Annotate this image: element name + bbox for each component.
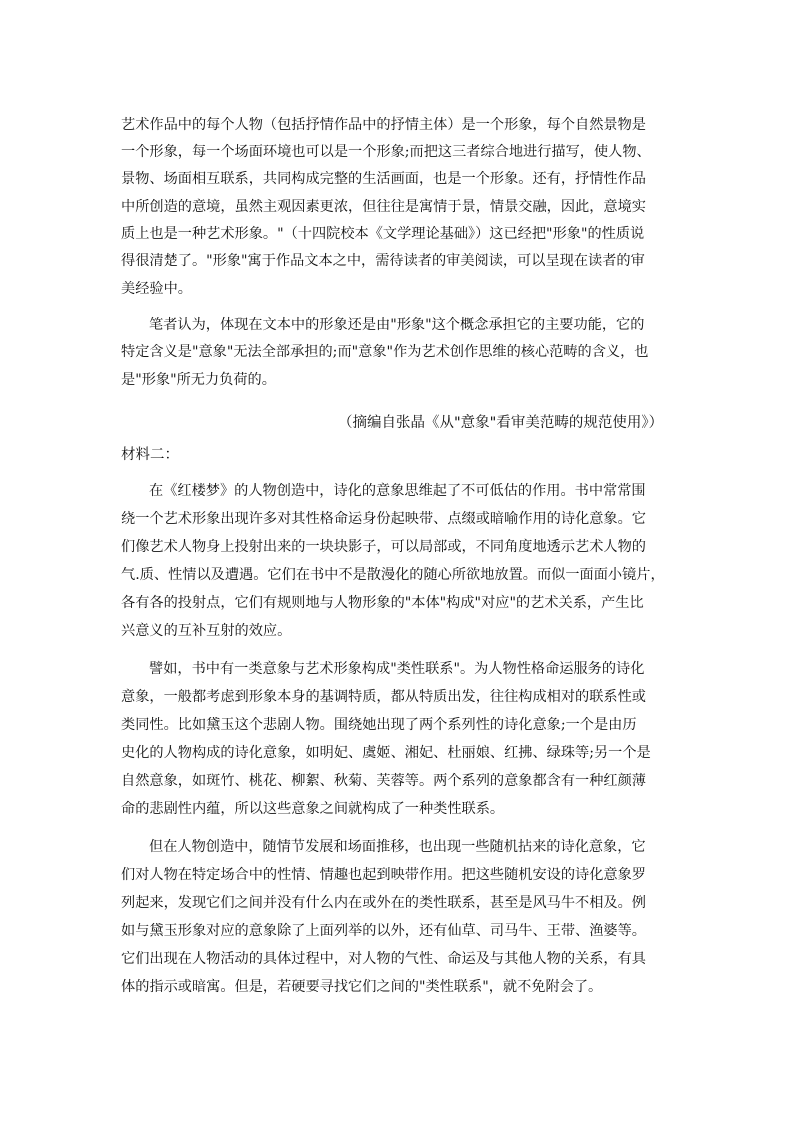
paragraph-line: 类同性。比如黛玉这个悲剧人物。围绕她出现了两个系列性的诗化意象;一个是由历 [121, 717, 637, 733]
paragraph-line: 气.质、性情以及遭遇。它们在书中不是散漫化的随心所欲地放置。而似一面面小镜片， [121, 567, 665, 583]
paragraph-line: 们对人物在特定场合中的性情、情趣也起到映带作用。把这些随机安设的诗化意象罗 [121, 867, 646, 883]
paragraph-line: 如与黛玉形象对应的意象除了上面列举的以外，还有仙草、司马牛、王带、渔婆等。 [121, 923, 646, 939]
paragraph-line: 景物、场面相互联系，共同构成完整的生活画面，也是一个形象。还有，抒情性作品 [121, 171, 646, 187]
paragraph-line: 艺术作品中的每个人物（包括抒情作品中的抒情主体）是一个形象，每个自然景物是 [121, 117, 646, 133]
paragraph-line: 列起来，发现它们之间并没有什么内在或外在的类性联系，甚至是风马牛不相及。例 [121, 895, 646, 911]
paragraph-line: 譬如，书中有一类意象与艺术形象构成"类性联系"。为人物性格命运服务的诗化 [149, 661, 645, 677]
paragraph-line: 美经验中。 [121, 281, 192, 297]
paragraph-line: 史化的人物构成的诗化意象，如明妃、虞姬、湘妃、杜丽娘、红拂、绿珠等;另一个是 [121, 745, 651, 761]
paragraph-line: 兴意义的互补互射的效应。 [121, 623, 292, 639]
paragraph-line: 命的悲剧性内蕴，所以这些意象之间就构成了一种类性联系。 [121, 801, 505, 817]
paragraph-line: 它们出现在人物活动的具体过程中，对人物的气性、命运及与其他人物的关系，有具 [121, 951, 646, 967]
paragraph-line: 质上也是一种艺术形象。"（十四院校本《文学理论基础》）这已经把"形象"的性质说 [121, 226, 645, 242]
paragraph-line: 体的指示或暗寓。但是，若硬要寻找它们之间的"类性联系"，就不免附会了。 [121, 979, 603, 995]
source-citation: （摘编自张晶《从"意象"看审美范畴的规范使用》） [338, 415, 664, 431]
paragraph-line: 一个形象，每一个场面环境也可以是一个形象;而把这三者综合地进行描写，使人物、 [121, 144, 651, 160]
paragraph-line: 中所创造的意境，虽然主观因素更浓，但往往是寓情于景，情景交融，因此，意境实 [121, 199, 646, 215]
paragraph-line: 绕一个艺术形象出现许多对其性格命运身份起映带、点缀或暗喻作用的诗化意象。它 [121, 511, 646, 527]
paragraph-line: 各有各的投射点，它们有规则地与人物形象的"本体"构成"对应"的艺术关系，产生比 [121, 595, 644, 611]
material-two-heading: 材料二： [121, 447, 179, 463]
paragraph-line: 在《红楼梦》的人物创造中，诗化的意象思维起了不可低估的作用。书中常常围 [149, 483, 646, 499]
paragraph-line: 意象，一般都考虑到形象本身的基调特质，都从特质出发，往往构成相对的联系性或 [121, 689, 646, 705]
paragraph-line: 们像艺术人物身上投射出来的一块块影子，可以局部或，不同角度地透示艺术人物的 [121, 539, 646, 555]
paragraph-line: 是"形象"所无力负荷的。 [121, 372, 276, 388]
paragraph-line: 笔者认为，体现在文本中的形象还是由"形象"这个概念承担它的主要功能，它的 [149, 317, 645, 333]
paragraph-line: 特定含义是"意象"无法全部承担的;而"意象"作为艺术创作思维的核心范畴的含义，也 [121, 344, 649, 360]
paragraph-line: 但在人物创造中，随情节发展和场面推移，也出现一些随机拈来的诗化意象，它 [149, 839, 646, 855]
paragraph-line: 得很清楚了。"形象"寓于作品文本之中，需待读者的审美阅读，可以呈现在读者的审 [121, 253, 645, 269]
paragraph-line: 自然意象，如斑竹、桃花、柳絮、秋菊、芙蓉等。两个系列的意象都含有一种红颜薄 [121, 773, 646, 789]
